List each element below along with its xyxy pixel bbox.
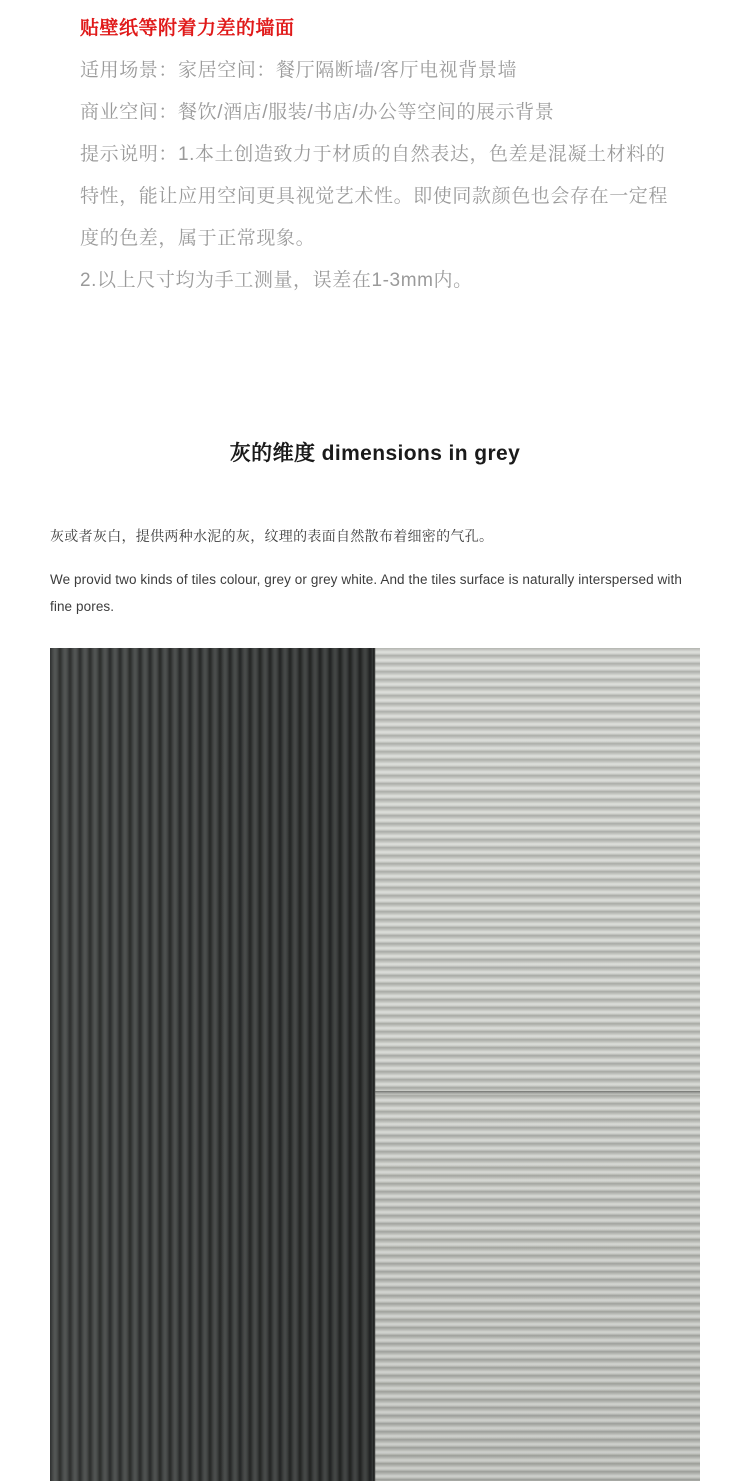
tile-panel-light-grey [375, 648, 700, 1481]
panel-divider [373, 648, 376, 1481]
product-photo [50, 648, 700, 1481]
spec-line-commercial: 商业空间：餐饮/酒店/服装/书店/办公等空间的展示背景 [80, 102, 555, 123]
tile-panel-dark-grey [50, 648, 375, 1481]
specification-block [0, 0, 750, 302]
description-english: We provid two kinds of tiles colour, grey or grey white. And the tiles surface is naturally interspersed with fine pores. [50, 572, 682, 614]
spec-line-scenes: 适用场景：家居空间：餐厅隔断墙/客厅电视背景墙 [80, 60, 518, 81]
section-title: 灰的维度 dimensions in grey [229, 442, 521, 465]
description-chinese: 灰或者灰白，提供两种水泥的灰，纹理的表面自然散布着细密的气孔。 [50, 528, 494, 544]
spec-heading: 贴壁纸等附着力差的墙面 [80, 18, 295, 39]
spec-line-note-2: 2.以上尺寸均为手工测量，误差在1-3mm内。 [80, 270, 473, 291]
spec-line-note-1: 提示说明：1.本土创造致力于材质的自然表达，色差是混凝土材料的特性，能让应用空间更具视觉艺术性。即使同款颜色也会存在一定程度的色差，属于正常现象。 [80, 144, 669, 249]
tile-seam-line [375, 1091, 700, 1094]
